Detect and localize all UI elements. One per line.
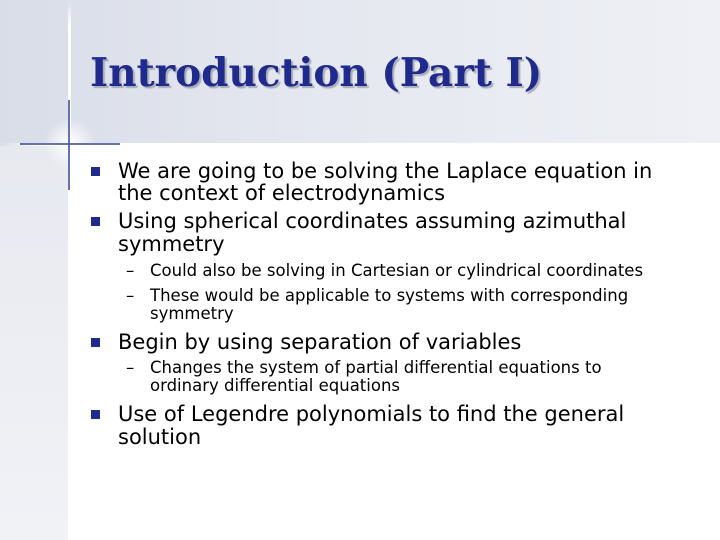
bullet-line: Use of Legendre polynomials to find the general [118, 402, 625, 426]
sub-bullet-line: These would be applicable to systems with corresponding [150, 286, 629, 305]
sub-bullet-dash: – [126, 358, 135, 377]
slide-title: Introduction (Part I) [90, 50, 543, 96]
bullet-line: Using spherical coordinates assuming azimuthal [118, 209, 627, 233]
square-bullet-icon [91, 410, 100, 419]
sub-bullet-line: Could also be solving in Cartesian or cylindrical coordinates [150, 261, 644, 280]
sub-bullet-line: ordinary differential equations [150, 376, 401, 395]
sub-bullet-line: symmetry [150, 304, 234, 323]
bullet-line: symmetry [118, 232, 225, 256]
square-bullet-icon [91, 167, 100, 176]
sub-bullet-dash: – [126, 261, 135, 280]
bullet-line: solution [118, 425, 202, 449]
sub-bullet-dash: – [126, 286, 135, 305]
bullet-line: the context of electrodynamics [118, 181, 446, 205]
bullet-line: We are going to be solving the Laplace equation in [118, 159, 653, 183]
square-bullet-icon [91, 217, 100, 226]
bullet-line: Begin by using separation of variables [118, 330, 522, 354]
sub-bullet-line: Changes the system of partial differential equations to [150, 358, 602, 377]
square-bullet-icon [91, 338, 100, 347]
